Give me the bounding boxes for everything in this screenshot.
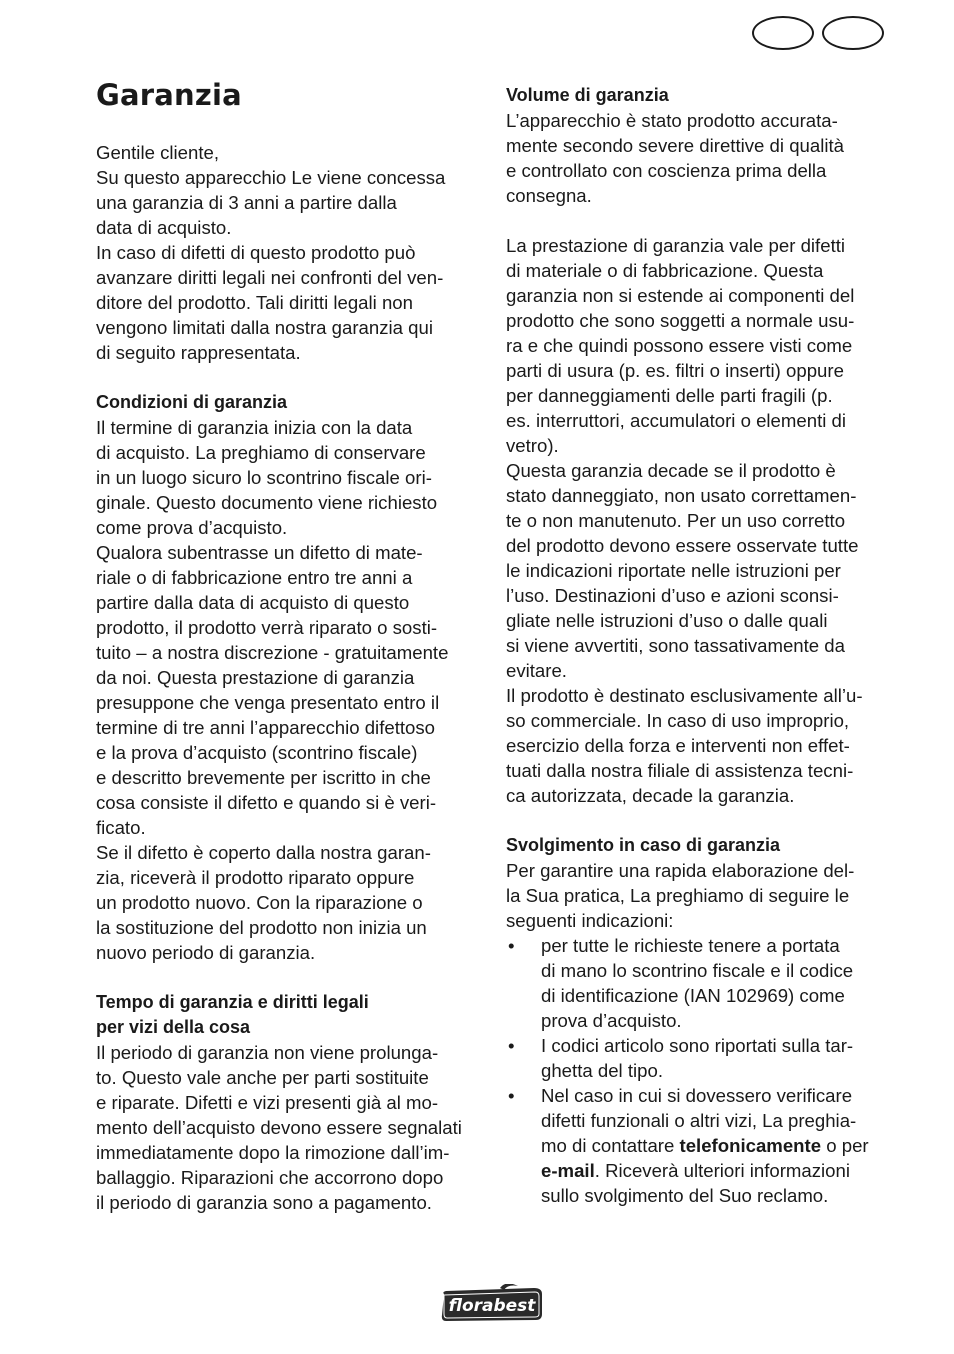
conditions-heading: Condizioni di garanzia	[96, 392, 288, 412]
scope-text-1: L’apparecchio è stato prodotto accurata- mente secondo severe direttive di qualità e controllato con coscienza prima della consegna.	[506, 110, 844, 206]
period-heading: Tempo di garanzia e diritti legali per vizi della cosa	[96, 992, 369, 1037]
list-item-text: . Riceverà ulteriori informazioni sullo svolgimento del Suo reclamo.	[541, 1160, 850, 1206]
scope-heading: Volume di garanzia	[506, 85, 669, 105]
bold-phone-text: telefonicamente	[679, 1135, 822, 1156]
list-item: • I codici articolo sono riportati sulla tar- ghetta del tipo.	[506, 1033, 898, 1083]
conditions-text: Il termine di garanzia inizia con la data di acquisto. La preghiamo di conservare in un luogo sicuro lo scontrino fiscale ori- ginale. Questo documento viene richiesto come prova d’acquisto. Qualora subentrasse un difetto di mate- riale o di fabbricazione entro tre anni a partire dalla data di acquisto di questo prodotto, il prodotto verrà riparato o sosti- tuito – a nostra discrezione - gratuitamente da noi. Questa prestazione di garanzia presuppone che venga presentato entro il termine di tre anni l’apparecchio difettoso e la prova d’acquisto (scontrino fiscale) e descritto brevemente per iscritto in che cosa consiste il difetto e quando si è veri- ficato. Se il difetto è coperto dalla nostra garan- zia, riceverà il prodotto riparato oppure un prodotto nuovo. Con la riparazione o la sostituzione del prodotto non inizia un nuovo periodo di garanzia.	[96, 417, 449, 963]
left-column	[96, 80, 488, 1215]
procedure-list	[506, 933, 898, 1208]
language-oval-2	[822, 16, 884, 50]
list-item: • per tutte le richieste tenere a portata di mano lo scontrino fiscale e il codice di identificazione (IAN 102969) come prova d’acquisto.	[506, 933, 898, 1033]
page-title: Garanzia	[96, 78, 242, 112]
intro-text: Gentile cliente, Su questo apparecchio Le viene concessa una garanzia di 3 anni a partire dalla data di acquisto. In caso di difetti di questo prodotto può avanzare diritti legali nei confronti del ven- ditore del prodotto. Tali diritti legali non vengono limitati dalla nostra garanzia qui di seguito rappresentata.	[96, 142, 446, 363]
list-item-text: Nel caso in cui si dovessero verificare difetti funzionali o altri vizi, La preghia- mo di contattare	[541, 1085, 857, 1156]
logo-text: florabest	[448, 1296, 536, 1316]
list-item	[506, 1083, 898, 1208]
right-column	[506, 80, 898, 1208]
florabest-logo	[438, 1284, 546, 1324]
procedure-text: Per garantire una rapida elaborazione del- la Sua pratica, La preghiamo di seguire le seguenti indicazioni:	[506, 860, 855, 931]
language-oval-1	[752, 16, 814, 50]
list-item-text: o per	[826, 1135, 869, 1156]
language-tab-ovals	[752, 16, 884, 50]
scope-text-2: La prestazione di garanzia vale per difetti di materiale o di fabbricazione. Questa garanzia non si estende ai componenti del prodotto che sono soggetti a normale usu- ra e che quindi possono essere visti come parti di usura (p. es. filtri o inserti) oppure per danneggiamenti delle parti fragili (p. es. interruttori, accumulatori o elementi di vetro). Questa garanzia decade se il prodotto è stato danneggiato, non usato correttamen- te o non manutenuto. Per un uso corretto del prodotto devono essere osservate tutte le indicazioni riportate nelle istruzioni per l’uso. Destinazioni d’uso e azioni sconsi- gliate nelle istruzioni d’uso o dalle quali si viene avvertiti, sono tassativamente da evitare. Il prodotto è destinato esclusivamente all’u- so commerciale. In caso di uso improprio, esercizio della forza e interventi non effet- tuati dalla nostra filiale di assistenza tecni- ca autorizzata, decade la garanzia.	[506, 235, 863, 806]
procedure-heading: Svolgimento in caso di garanzia	[506, 835, 781, 855]
period-text: Il periodo di garanzia non viene prolunga- to. Questo vale anche per parti sostituite e riparate. Difetti e vizi presenti già al mo- mento dell’acquisto devono essere segnalati immediatamente dopo la rimozione dall’im- ballaggio. Riparazioni che accorrono dopo il periodo di garanzia sono a pagamento.	[96, 1042, 462, 1213]
bold-email-text: e-mail	[541, 1160, 595, 1181]
